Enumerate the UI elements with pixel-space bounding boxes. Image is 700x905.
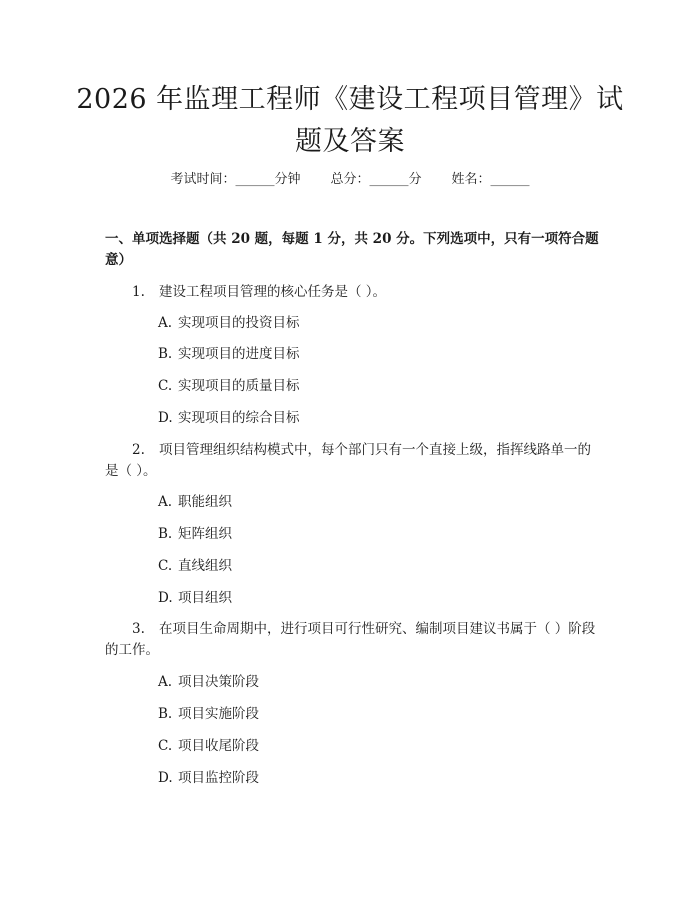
option-1d <box>158 408 300 428</box>
option-key: A. <box>158 315 173 331</box>
question-number: 2. <box>132 442 145 458</box>
option-key: B. <box>158 706 173 722</box>
option-2d <box>158 588 232 608</box>
option-key: A. <box>158 494 173 510</box>
option-3d <box>158 768 259 788</box>
option-text: 实现项目的综合目标 <box>178 410 300 426</box>
option-text: 实现项目的投资目标 <box>178 315 300 331</box>
option-key: D. <box>158 770 173 786</box>
option-3b <box>158 704 259 724</box>
option-3c <box>158 736 259 756</box>
question-text: 项目管理组织结构模式中，每个部门只有一个直接上级，指挥线路单一的是（ ）。 <box>105 442 591 479</box>
option-text: 项目实施阶段 <box>178 706 259 722</box>
option-key: B. <box>158 526 173 542</box>
option-key: C. <box>158 738 173 754</box>
total-score: 总分：______分 <box>330 172 422 187</box>
option-key: D. <box>158 590 173 606</box>
student-name: 姓名：______ <box>451 172 530 187</box>
option-key: C. <box>158 378 173 394</box>
option-text: 实现项目的进度目标 <box>178 346 300 362</box>
section-heading: 一、单项选择题（共 20 题，每题 1 分，共 20 分。下列选项中，只有一项符合题意） <box>105 231 599 268</box>
option-3a <box>158 672 259 692</box>
title-line-1: 2026 年监理工程师《建设工程项目管理》试 <box>76 84 624 115</box>
exam-meta <box>0 168 700 187</box>
option-text: 项目决策阶段 <box>178 674 259 690</box>
question-3 <box>105 619 600 661</box>
option-text: 职能组织 <box>178 494 232 510</box>
option-1a <box>158 313 300 333</box>
question-number: 1. <box>132 284 145 300</box>
option-2c <box>158 556 232 576</box>
option-text: 项目组织 <box>178 590 232 606</box>
option-key: A. <box>158 674 173 690</box>
option-text: 实现项目的质量目标 <box>178 378 300 394</box>
question-1 <box>105 282 600 303</box>
question-text: 在项目生命周期中，进行项目可行性研究、编制项目建议书属于（ ）阶段的工作。 <box>105 621 596 658</box>
option-text: 矩阵组织 <box>178 526 232 542</box>
question-text: 建设工程项目管理的核心任务是（ ）。 <box>159 284 387 300</box>
question-2 <box>105 440 600 482</box>
question-number: 3. <box>132 621 145 637</box>
option-2a <box>158 492 232 512</box>
exam-time: 考试时间：______分钟 <box>170 172 301 187</box>
option-1c <box>158 376 300 396</box>
option-text: 项目收尾阶段 <box>178 738 259 754</box>
option-1b <box>158 344 300 364</box>
option-key: D. <box>158 410 173 426</box>
option-key: B. <box>158 346 173 362</box>
option-key: C. <box>158 558 173 574</box>
option-2b <box>158 524 232 544</box>
title-line-2: 题及答案 <box>295 126 405 157</box>
option-text: 项目监控阶段 <box>178 770 259 786</box>
option-text: 直线组织 <box>178 558 232 574</box>
